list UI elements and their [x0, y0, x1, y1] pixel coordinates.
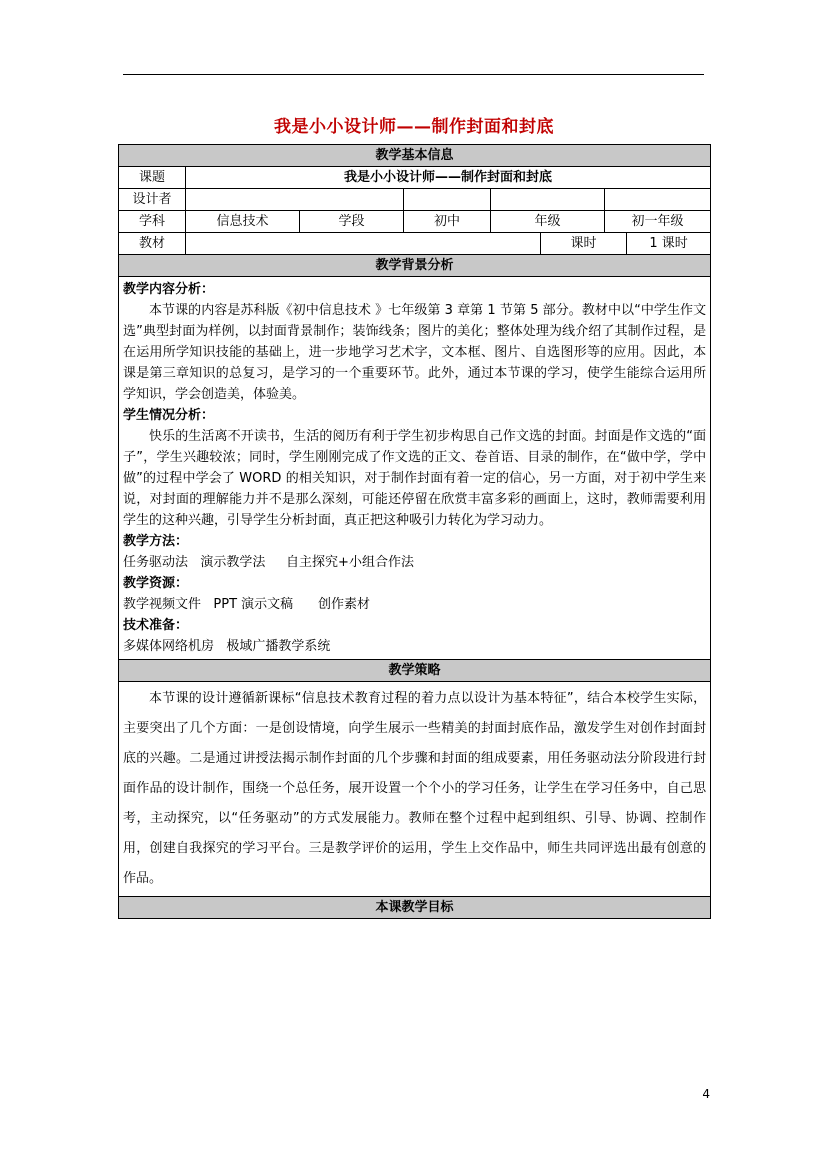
section-goals: 本课教学目标 [119, 897, 711, 919]
resource-heading: 教学资源： [123, 576, 189, 591]
section-strategy-row [119, 660, 711, 682]
topic-label: 课题 [119, 167, 186, 189]
hours-value: 1 课时 [627, 233, 711, 255]
page-number: 4 [702, 1087, 710, 1101]
textbook-label: 教材 [119, 233, 186, 255]
tech-text: 多媒体网络机房 极域广播教学系统 [123, 639, 331, 654]
section-goals-row [119, 897, 711, 919]
content-analysis-text: 本节课的内容是苏科版《初中信息技术 》七年级第 3 章第 1 节第 5 部分。教材中以“中学生作文选”典型封面为样例，以封面背景制作；装饰线条；图片的美化；整体处理为线介绍了其制作过程，是在运用所学知识技能的基础上，进一步地学习艺术字，文本框、图片、自选图形等的应用。因此，本课是第三章知识的总复习，是学习的一个重要环节。此外，通过本节课的学习，使学生能综合运用所学知识，学会创造美，体验美。 [123, 303, 707, 402]
section-background-row [119, 255, 711, 277]
lesson-plan-table [118, 144, 711, 919]
stage-label: 学段 [300, 211, 404, 233]
designer-cell-3 [491, 189, 605, 211]
method-heading: 教学方法： [123, 534, 189, 549]
designer-value [186, 189, 404, 211]
document-title: 我是小小设计师——制作封面和封底 [274, 117, 554, 137]
topic-value: 我是小小设计师——制作封面和封底 [186, 167, 711, 189]
section-background: 教学背景分析 [119, 255, 711, 277]
resource-text: 教学视频文件 PPT 演示文稿 创作素材 [123, 597, 370, 612]
header-rule [123, 74, 704, 75]
subject-value: 信息技术 [186, 211, 300, 233]
section-strategy: 教学策略 [119, 660, 711, 682]
student-analysis-heading: 学生情况分析： [123, 408, 215, 423]
content-analysis-heading: 教学内容分析： [123, 282, 215, 297]
textbook-value [186, 233, 541, 255]
strategy-content [119, 682, 711, 897]
textbook-row [119, 233, 711, 255]
strategy-text: 本节课的设计遵循新课标“信息技术教育过程的着力点以设计为基本特征”，结合本校学生实际，主要突出了几个方面：一是创设情境，向学生展示一些精美的封面封底作品，激发学生对创作封面封底的兴趣。二是通过讲授法揭示制作封面的几个步骤和封面的组成要素，用任务驱动法分阶段进行封面作品的设计制作，围绕一个总任务，展开设置一个个小的学习任务，让学生在学习任务中，自己思考，主动探究，以“任务驱动”的方式发展能力。教师在整个过程中起到组织、引导、协调、控制作用，创建自我探究的学习平台。三是教学评价的运用，学生上交作品中，师生共同评选出最有创意的作品。 [123, 691, 707, 886]
subject-label: 学科 [119, 211, 186, 233]
student-analysis-text: 快乐的生活离不开读书，生活的阅历有利于学生初步构思自己作文选的封面。封面是作文选的“面子”，学生兴趣较浓；同时，学生刚刚完成了作文选的正文、卷首语、目录的制作，在“做中学，学中做”的过程中学会了 WORD 的相关知识，对于制作封面有着一定的信心，另一方面，对于初中学生来说，对封面的理解能力并不是那么深刻，可能还停留在欣赏丰富多彩的画面上，这时，教师需要利用学生的这种兴趣，引导学生分析封面，真正把这种吸引力转化为学习动力。 [123, 429, 707, 528]
background-content [119, 277, 711, 660]
designer-cell-2 [404, 189, 491, 211]
designer-row [119, 189, 711, 211]
method-text: 任务驱动法 演示教学法 自主探究+小组合作法 [123, 555, 414, 570]
topic-row [119, 167, 711, 189]
tech-heading: 技术准备： [123, 618, 189, 633]
hours-label: 课时 [541, 233, 627, 255]
grade-label: 年级 [491, 211, 605, 233]
designer-cell-4 [605, 189, 711, 211]
subject-row [119, 211, 711, 233]
section-basic-info: 教学基本信息 [119, 145, 711, 167]
designer-label: 设计者 [119, 189, 186, 211]
grade-value: 初一年级 [605, 211, 711, 233]
section-basic-info-row [119, 145, 711, 167]
background-row [119, 277, 711, 660]
stage-value: 初中 [404, 211, 491, 233]
strategy-row [119, 682, 711, 897]
